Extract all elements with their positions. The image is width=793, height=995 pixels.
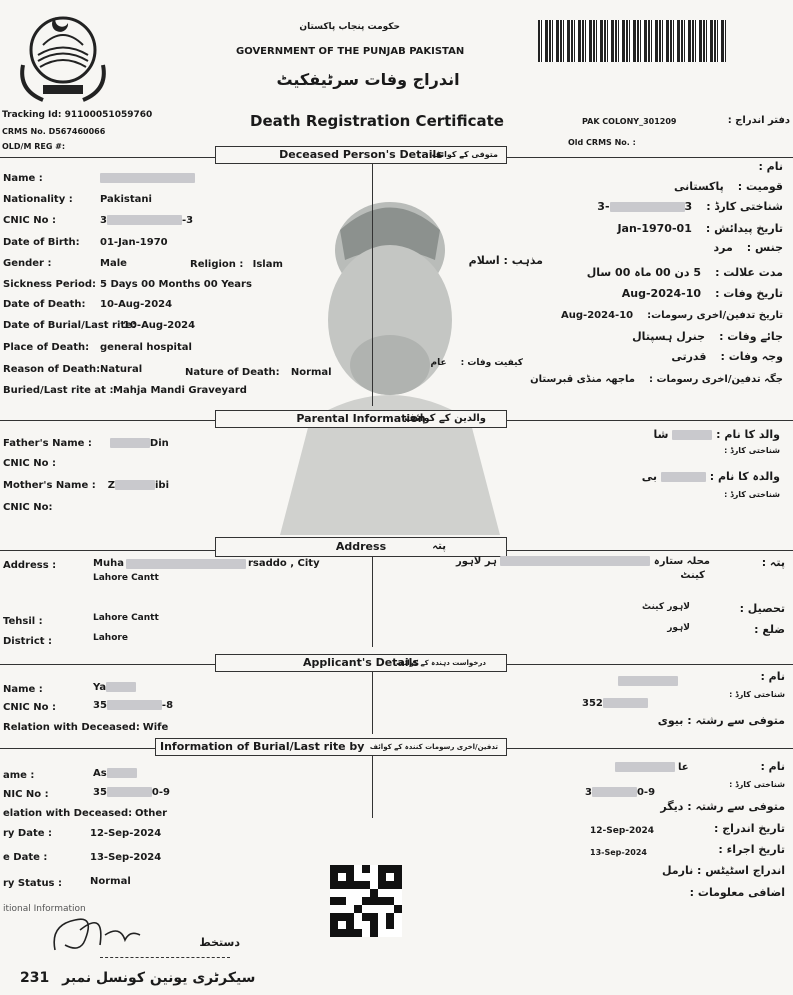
deceased-urdu-row — [713, 241, 783, 254]
applicant-name-label: Name : — [3, 684, 43, 695]
father-name: Father's Name : Din — [3, 438, 169, 449]
applicant-cnic-label: CNIC No : — [3, 702, 56, 713]
district-value: Lahore — [93, 633, 128, 643]
deceased-urdu-value: مرد — [713, 241, 733, 254]
deceased-row-label: Date of Burial/Last rite: — [3, 320, 136, 331]
tehsil-ur-value: لاہور کینٹ — [641, 602, 690, 612]
address-ur-line2: کینٹ — [680, 570, 705, 581]
deceased-row — [3, 279, 252, 290]
address-line2: Lahore Cantt — [93, 573, 159, 583]
deceased-row — [3, 364, 143, 375]
deceased-urdu-label: تاریخ تدفین/اخری رسومات: — [647, 310, 783, 321]
address-label: Address : — [3, 560, 57, 571]
issue-date-ur-value: 13-Sep-2024 — [590, 848, 647, 857]
tracking-id: Tracking Id: 91100051059760 — [2, 110, 153, 120]
deceased-urdu-label: تاریخ وفات : — [715, 287, 783, 300]
deceased-row-label: Date of Birth: — [3, 237, 80, 248]
deceased-row-label: Date of Death: — [3, 299, 86, 310]
deceased-section-header: Deceased Person's Details متوفی کے کوائف — [215, 146, 507, 164]
additional-info-label: itional Information — [3, 904, 86, 914]
deceased-urdu-value: پاکستانی — [673, 180, 724, 193]
mother-name: Mother's Name : Z ibi — [3, 480, 170, 491]
deceased-urdu-row — [597, 200, 783, 213]
deceased-row — [3, 215, 194, 226]
additional-info-ur: اضافی معلومات : — [689, 886, 785, 899]
burial-name-ur-value: عا — [615, 762, 689, 773]
applicant-cnic-ur: شناختی کارڈ : — [729, 690, 785, 699]
signature-label-ur: دستخط — [199, 936, 240, 949]
crms-no: CRMS No. D567460066 — [2, 127, 106, 136]
district-ur-label: ضلع : — [754, 623, 785, 636]
deceased-urdu-value: 10-Aug-2024 — [621, 287, 702, 300]
applicant-name-value: Ya — [93, 682, 136, 693]
deceased-urdu-value: قدرتی — [671, 350, 707, 363]
address-section-header: Address پتہ — [215, 537, 507, 557]
burial-cnic-ur: شناختی کارڈ : — [729, 780, 785, 789]
barcode — [538, 20, 726, 62]
deceased-urdu-label: وجہ وفات : — [720, 350, 783, 363]
deceased-row-value: 10-Aug-2024 — [100, 299, 173, 310]
office-value: PAK COLONY_301209 — [582, 117, 677, 126]
deceased-row-value: Natural — [100, 364, 143, 375]
deceased-urdu-value: جنرل ہسپتال — [632, 330, 706, 343]
signature-icon — [45, 905, 145, 960]
mother-cnic: CNIC No: — [3, 502, 53, 513]
title-urdu: اندراج وفات سرٹیفکیٹ — [276, 70, 460, 89]
deceased-row-value: 3 -3 — [100, 215, 194, 226]
burial-name-label: ame : — [3, 770, 35, 781]
issue-date-label: e Date : — [3, 852, 48, 863]
deceased-row-label: Buried/Last rite at : — [3, 385, 114, 396]
old-crms: Old CRMS No. : — [568, 138, 636, 147]
deceased-urdu-label: نام : — [758, 160, 783, 173]
deceased-row-label: CNIC No : — [3, 215, 56, 226]
deceased-urdu-value: عام — [430, 358, 447, 368]
deceased-urdu-row — [587, 266, 783, 279]
applicant-name-ur: نام : — [760, 670, 785, 683]
deceased-row — [3, 258, 127, 269]
father-ur: والد کا نام : شا — [653, 428, 780, 441]
burial-cnic-label: NIC No : — [3, 789, 49, 800]
gov-urdu: حکومت پنجاب پاکستان — [299, 22, 400, 32]
religion: Religion : Islam — [190, 259, 283, 270]
mother-cnic-ur: شناختی کارڈ : — [724, 490, 780, 499]
deceased-row — [3, 237, 168, 248]
deceased-row — [3, 194, 152, 205]
gov-english: GOVERNMENT OF THE PUNJAB PAKISTAN — [236, 46, 465, 57]
deceased-urdu-label: جگہ تدفین/اخری رسومات : — [648, 374, 783, 385]
applicant-cnic-value: 35 -8 — [93, 700, 174, 711]
burial-relation-ur: متوفی سے رشتہ : دیگر — [660, 800, 785, 813]
deceased-row — [3, 385, 247, 396]
deceased-urdu-row — [431, 358, 524, 368]
deceased-urdu-value: 10-Aug-2024 — [561, 310, 634, 321]
deceased-row — [3, 320, 196, 331]
address-ur-value: محلہ ستارہ ہر لاہور — [456, 556, 710, 567]
deceased-urdu-value: 01-Jan-1970 — [617, 222, 692, 235]
deceased-urdu-value: ماجھہ منڈی قبرستان — [530, 374, 635, 385]
father-cnic: CNIC No : — [3, 458, 56, 469]
burial-relation: elation with Deceased: Other — [3, 808, 168, 819]
deceased-urdu-row — [632, 330, 783, 343]
deceased-urdu-label: کیفیت وفات : — [460, 358, 523, 368]
entry-date-value: 12-Sep-2024 — [90, 828, 162, 839]
deceased-row — [3, 173, 43, 184]
tehsil-ur-label: تحصیل : — [739, 602, 785, 615]
qr-code-icon — [330, 865, 402, 937]
deceased-row-value: 10-Aug-2024 — [123, 320, 196, 331]
tehsil-label: Tehsil : — [3, 616, 43, 627]
office-urdu: دفتر اندراج : — [727, 115, 790, 126]
entry-date-label: ry Date : — [3, 828, 53, 839]
deceased-row-value — [100, 173, 195, 184]
tehsil-value: Lahore Cantt — [93, 613, 159, 623]
nature-of-death: Nature of Death: Normal — [185, 367, 332, 378]
deceased-urdu-label: جنس : — [746, 241, 783, 254]
deceased-row-value: Male — [100, 258, 127, 269]
burial-section-header: Information of Burial/Last rite by تدفین/اخری رسومات کنندہ کے کوائف — [155, 738, 507, 756]
deceased-row-value: 01-Jan-1970 — [100, 237, 168, 248]
deceased-urdu-value: 3-3 — [597, 200, 693, 213]
deceased-row — [3, 342, 192, 353]
old-reg: OLD/M REG #: — [2, 142, 66, 151]
deceased-row-value: 5 Days 00 Months 00 Years — [100, 279, 252, 290]
burial-name-ur: نام : — [760, 760, 785, 773]
mother-ur: والدہ کا نام : بی — [641, 470, 780, 483]
page-title: Death Registration Certificate — [250, 112, 504, 130]
deceased-row-label: Sickness Period: — [3, 279, 96, 290]
deceased-row-label: Nationality : — [3, 194, 73, 205]
deceased-urdu-label: قومیت : — [737, 180, 783, 193]
deceased-row — [3, 299, 173, 310]
deceased-urdu-row — [617, 222, 783, 235]
deceased-urdu-row — [561, 310, 783, 321]
deceased-row-value: general hospital — [100, 342, 192, 353]
punjab-emblem-icon — [8, 5, 118, 110]
deceased-urdu-row — [674, 180, 783, 193]
burial-cnic-ur-value: 3 0-9 — [585, 787, 656, 798]
deceased-urdu-label: تاریخ پیدائش : — [705, 222, 783, 235]
entry-date-ur: تاریخ اندراج : — [714, 822, 785, 835]
deceased-row-label: Place of Death: — [3, 342, 90, 353]
entry-status-ur: اندراج اسٹیٹس : نارمل — [661, 864, 785, 877]
entry-status-label: ry Status : — [3, 878, 62, 889]
address-value: Muha rsaddo , City — [93, 558, 320, 569]
deceased-row-value: Pakistani — [100, 194, 152, 205]
address-ur-label: پتہ : — [761, 556, 785, 569]
district-label: District : — [3, 636, 53, 647]
deceased-urdu-label: جائے وفات : — [719, 330, 783, 343]
burial-name-value: As — [93, 768, 137, 779]
applicant-section-header: Applicant's Details درخواست دہندہ کے کوائف — [215, 654, 507, 672]
deceased-row-value: Mahja Mandi Graveyard — [113, 385, 247, 396]
deceased-urdu-row — [530, 374, 783, 385]
applicant-name-ur-value — [618, 676, 678, 687]
deceased-urdu-row — [455, 254, 543, 267]
deceased-urdu-value: 5 دن 00 ماہ 00 سال — [586, 266, 702, 279]
deceased-urdu-row — [671, 350, 783, 363]
issue-date-ur: تاریخ اجراء : — [718, 843, 785, 856]
deceased-urdu-label: مدت علالت : — [715, 266, 783, 279]
deceased-urdu-row — [622, 287, 783, 300]
deceased-row-label: Reason of Death: — [3, 364, 101, 375]
district-ur-value: لاہور — [667, 623, 690, 633]
issue-date-value: 13-Sep-2024 — [90, 852, 162, 863]
father-cnic-ur: شناختی کارڈ : — [724, 446, 780, 455]
deceased-urdu-row — [744, 160, 783, 173]
deceased-urdu-label: مذہب : اسلام — [468, 254, 543, 267]
entry-status-value: Normal — [90, 876, 131, 887]
secretary-line: 231 سیکرٹری یونین کونسل نمبر — [20, 970, 256, 986]
applicant-relation-ur: متوفی سے رشتہ : بیوی — [657, 714, 785, 727]
applicant-cnic-ur-value: 352 — [582, 698, 648, 709]
entry-date-ur-value: 12-Sep-2024 — [590, 826, 655, 836]
burial-cnic-value: 35 0-9 — [93, 787, 170, 798]
deceased-row-label: Gender : — [3, 258, 52, 269]
parental-section-header: Parental Information والدین کے کوائف — [215, 410, 507, 428]
deceased-row-label: Name : — [3, 173, 43, 184]
deceased-urdu-label: شناختی کارڈ : — [706, 200, 783, 213]
applicant-relation: Relation with Deceased: Wife — [3, 722, 169, 733]
